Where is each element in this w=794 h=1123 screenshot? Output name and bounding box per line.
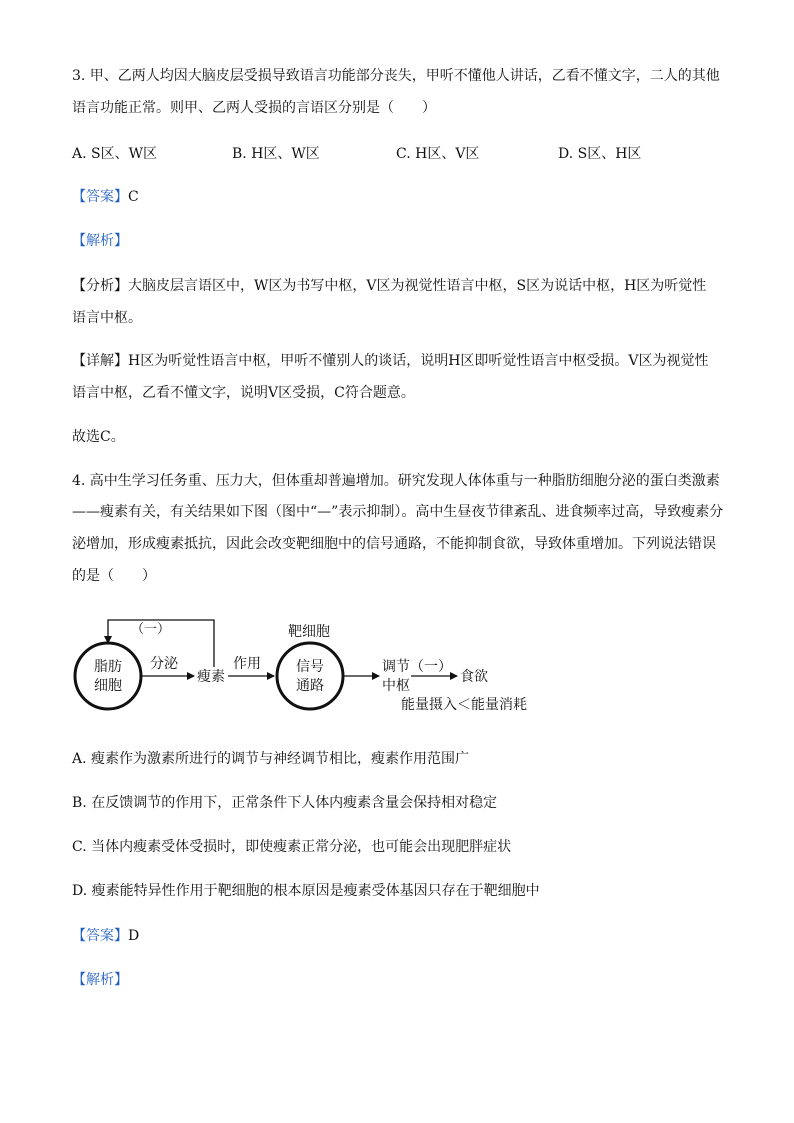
q4-option-d: D. 瘦素能特异性作用于靶细胞的根本原因是瘦素受体基因只存在于靶细胞中 xyxy=(72,883,540,899)
xiangjie-text-1: H区为听觉性语言中枢，甲听不懂别人的谈话，说明H区即听觉性语言中枢受损。V区为视觉性 xyxy=(128,353,709,369)
q3-answer xyxy=(72,186,139,208)
q3-option-c: C. H区、V区 xyxy=(396,146,480,162)
leptin-diagram xyxy=(0,610,794,720)
fenxi-text-1: 大脑皮层言语区中，W区为书写中枢，V区为视觉性语言中枢，S区为说话中枢，H区为听觉性 xyxy=(128,278,707,294)
analysis-tag: 【解析】 xyxy=(72,233,128,249)
answer-value: D xyxy=(128,928,140,944)
answer-tag: 【答案】 xyxy=(72,928,128,944)
analysis-tag: 【解析】 xyxy=(72,972,128,988)
q3-xiangjie-line-1 xyxy=(72,350,709,372)
xiangjie-tag: 【详解】 xyxy=(72,353,128,369)
q4-option-a: A. 瘦素作为激素所进行的调节与神经调节相比，瘦素作用范围广 xyxy=(72,751,470,767)
regulation-label-1: 调节（一） xyxy=(382,659,452,675)
q3-analysis-heading xyxy=(72,230,128,252)
q3-conclusion: 故选C。 xyxy=(72,429,125,445)
q4-stem-line-2: ——瘦素有关，有关结果如下图（图中“—”表示抑制）。高中生昼夜节律紊乱、进食频率过高，导致瘦素分 xyxy=(72,504,724,520)
q4-option-b: B. 在反馈调节的作用下，正常条件下人体内瘦素含量会保持相对稳定 xyxy=(72,795,498,811)
leptin-label: 瘦素 xyxy=(197,669,225,685)
q4-option-c: C. 当体内瘦素受体受损时，即使瘦素正常分泌，也可能会出现肥胖症状 xyxy=(72,839,512,855)
regulation-label-2: 中枢 xyxy=(382,678,410,694)
q3-option-b: B. H区、W区 xyxy=(232,146,320,162)
signal-pathway-circle xyxy=(277,643,343,709)
q3-stem-line-1: 3. 甲、乙两人均因大脑皮层受损导致语言功能部分丧失，甲听不懂他人讲话，乙看不懂文字，二人的其他 xyxy=(72,68,720,84)
q3-stem-line-2: 语言功能正常。则甲、乙两人受损的言语区分别是（ ） xyxy=(72,100,436,116)
fenxi-tag: 【分析】 xyxy=(72,278,128,294)
target-cell-label: 靶细胞 xyxy=(288,624,330,640)
answer-tag: 【答案】 xyxy=(72,189,128,205)
q3-fenxi-line-2: 语言中枢。 xyxy=(72,310,142,326)
energy-label: 能量摄入＜能量消耗 xyxy=(401,697,527,713)
q3-option-d: D. S区、H区 xyxy=(558,146,642,162)
fat-cell-label-2: 细胞 xyxy=(94,678,122,694)
signal-label-1: 信号 xyxy=(296,659,324,675)
q4-stem-line-4: 的是（ ） xyxy=(72,568,156,584)
fat-cell-circle xyxy=(75,643,141,709)
q3-xiangjie-line-2: 语言中枢，乙看不懂文字，说明V区受损，C符合题意。 xyxy=(72,385,415,401)
fat-cell-label-1: 脂肪 xyxy=(94,659,122,675)
q4-stem-line-1: 4. 高中生学习任务重、压力大，但体重却普遍增加。研究发现人体体重与一种脂肪细胞分泌的蛋白类激素 xyxy=(72,473,720,489)
act-label: 作用 xyxy=(233,656,261,672)
q4-analysis-heading xyxy=(72,969,128,991)
q3-option-a: A. S区、W区 xyxy=(72,146,157,162)
q3-fenxi-line-1 xyxy=(72,275,706,297)
inhibit-top-label: （一） xyxy=(131,622,171,637)
q4-stem-line-3: 泌增加，形成瘦素抵抗，因此会改变靶细胞中的信号通路，不能抑制食欲，导致体重增加。下列说法错误 xyxy=(72,536,716,552)
signal-label-2: 通路 xyxy=(296,678,324,694)
answer-value: C xyxy=(128,189,139,205)
q4-answer xyxy=(72,925,139,947)
appetite-label: 食欲 xyxy=(460,669,488,685)
secrete-label: 分泌 xyxy=(150,656,178,672)
